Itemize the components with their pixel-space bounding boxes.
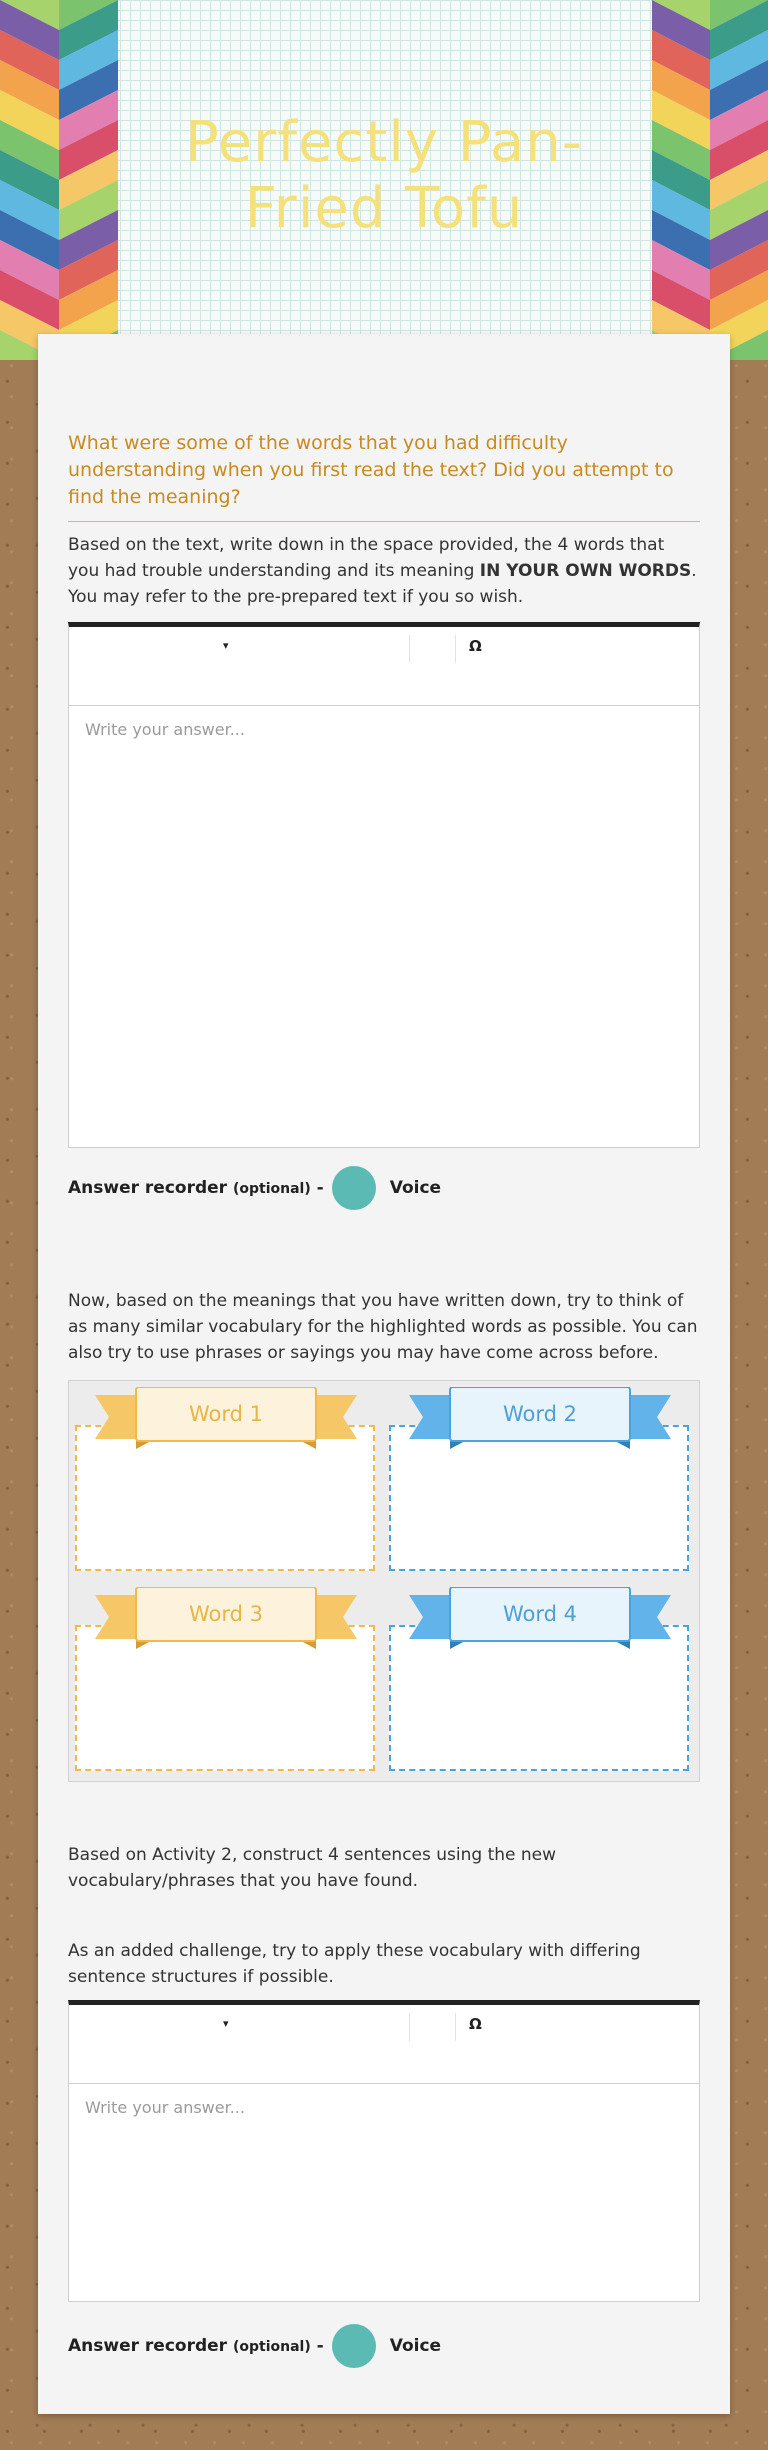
instructions-4: As an added challenge, try to apply these vocabulary with differing sentence structures if possible. — [68, 1941, 641, 1987]
voice-label: Voice — [389, 1178, 442, 1198]
word-2-label: Word 2 — [502, 1402, 577, 1426]
answer-recorder: Answer recorder (optional) - Voice — [68, 1164, 708, 1212]
instructions-1: Based on the text, write down in the space provided, the 4 words that you had trouble understanding and its meaning IN YOUR OWN WORDS. You may refer to the pre-prepared text if you so wish. — [68, 535, 697, 607]
answer-editor-2[interactable] — [68, 2000, 700, 2302]
answer-textarea[interactable]: Write your answer... — [85, 2098, 245, 2117]
editor-toolbar — [69, 627, 699, 706]
question-heading: What were some of the words that you had difficulty understanding when you first read the text? Did you attempt to find the meaning? — [68, 430, 700, 522]
voice-label: Voice — [389, 2336, 442, 2356]
instructions-2: Now, based on the meanings that you have written down, try to think of as many similar vocabulary for the highlighted words as possible. You can also try to use phrases or sayings you may have come across before. — [68, 1291, 698, 1363]
chevron-pattern-left — [0, 0, 118, 360]
special-character-button[interactable]: Ω — [469, 637, 482, 655]
worksheet-card — [38, 334, 730, 2414]
chevron-down-icon[interactable]: ▾ — [223, 639, 229, 652]
chevron-pattern-right — [652, 0, 768, 360]
word-grid — [68, 1380, 700, 1782]
answer-recorder: Answer recorder (optional) - Voice — [68, 2322, 708, 2370]
word-3-label: Word 3 — [188, 1602, 263, 1626]
special-character-button[interactable]: Ω — [469, 2015, 482, 2033]
instructions-3: Based on Activity 2, construct 4 sentences using the new vocabulary/phrases that you have found. — [68, 1845, 557, 1891]
word-4-label: Word 4 — [502, 1602, 577, 1626]
word-1-label: Word 1 — [188, 1402, 263, 1426]
chevron-down-icon[interactable]: ▾ — [223, 2017, 229, 2030]
voice-record-button[interactable] — [332, 1166, 376, 1210]
editor-toolbar — [69, 2005, 699, 2084]
header-banner — [0, 0, 768, 360]
answer-textarea[interactable]: Write your answer... — [85, 720, 245, 739]
voice-record-button[interactable] — [332, 2324, 376, 2368]
answer-editor-1[interactable] — [68, 622, 700, 1148]
page-title: Perfectly Pan-Fried Tofu — [185, 110, 583, 241]
